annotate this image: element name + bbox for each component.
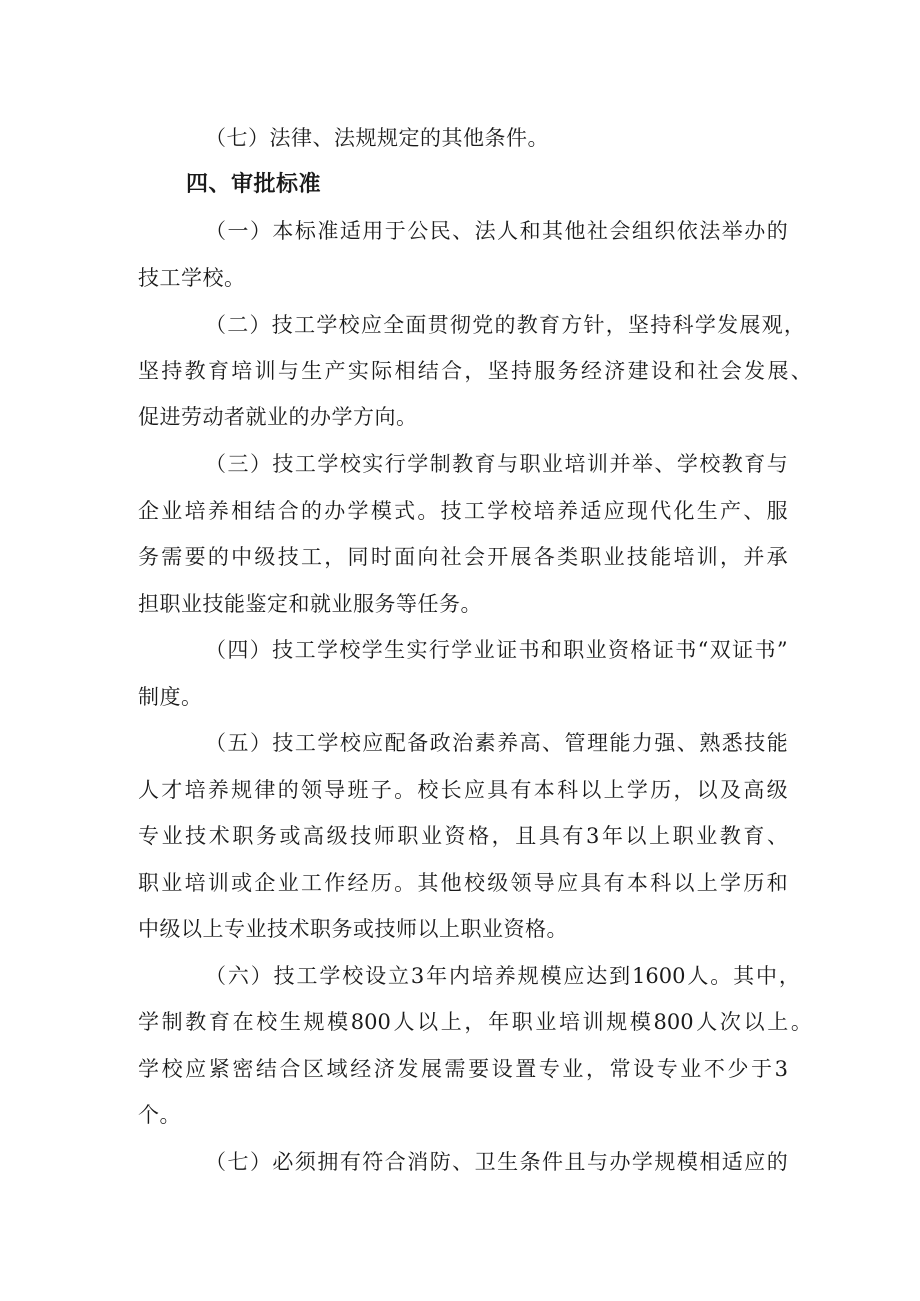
text-line: 制度。 (138, 685, 203, 709)
text-line: 个。 (138, 1103, 181, 1127)
text-line: 人 才 培 养 规 律 的 领 导 班 子 。 校 长 应 具 有 本 科 以 上 学 历 ， 以 及 高 级 (138, 778, 788, 802)
text-line: 学 制 教 育 在 校 生 规 模 800 人 以 上 ， 年 职 业 培 训 规 模 800 人 次 以 上 。 (138, 1010, 812, 1034)
text-line: 务 需 要 的 中 级 技 工 ， 同 时 面 向 社 会 开 展 各 类 职 业 技 能 培 训 ， 并 承 (138, 545, 788, 569)
text-line: 企 业 培 养 相 结 合 的 办 学 模 式 。 技 工 学 校 培 养 适 应 现 代 化 生 产 、 服 (138, 499, 788, 523)
text-line: 担职业技能鉴定和就业服务等任务。 (138, 592, 482, 616)
text-line: 学 校 应 紧 密 结 合 区 域 经 济 发 展 需 要 设 置 专 业 ， 常 设 专 业 不 少 于 3 (138, 1057, 788, 1081)
text-line: 促进劳动者就业的办学方向。 (138, 405, 418, 429)
text-line: 职 业 培 训 或 企 业 工 作 经 历 。 其 他 校 级 领 导 应 具 有 本 科 以 上 学 历 和 (138, 871, 788, 895)
text-line: （ 四 ） 技 工 学 校 学 生 实 行 学 业 证 书 和 职 业 资 格 证 书 “ 双 证 书 ” (205, 638, 788, 662)
section-heading: 四、审批标准 (186, 172, 322, 197)
text-line: 坚 持 教 育 培 训 与 生 产 实 际 相 结 合 ， 坚 持 服 务 经 济 建 设 和 社 会 发 展 、 (138, 359, 812, 383)
text-line: （ 三 ） 技 工 学 校 实 行 学 制 教 育 与 职 业 培 训 并 举 、 学 校 教 育 与 (205, 452, 788, 476)
text-line: （ 一 ） 本 标 准 适 用 于 公 民 、 法 人 和 其 他 社 会 组 织 依 法 举 办 的 (205, 219, 788, 243)
text-line: 中级以上专业技术职务或技师以上职业资格。 (138, 917, 568, 941)
text-line: （ 七 ） 必 须 拥 有 符 合 消 防 、 卫 生 条 件 且 与 办 学 规 模 相 适 应 的 (205, 1150, 788, 1174)
text-line: （ 六 ） 技 工 学 校 设 立 3 年 内 培 养 规 模 应 达 到 1600 人 。 其 中 ， (205, 964, 800, 988)
text-line: 专 业 技 术 职 务 或 高 级 技 师 职 业 资 格 ， 且 具 有 3 年 以 上 职 业 教 育 、 (138, 824, 788, 848)
text-line: （ 五 ） 技 工 学 校 应 配 备 政 治 素 养 高 、 管 理 能 力 强 、 熟 悉 技 能 (205, 731, 788, 755)
text-line: 技工学校。 (138, 266, 246, 290)
text-line: （七）法律、法规规定的其他条件。 (205, 126, 549, 150)
text-line: （ 二 ） 技 工 学 校 应 全 面 贯 彻 党 的 教 育 方 针 ， 坚 持 科 学 发 展 观 ， (205, 313, 805, 337)
